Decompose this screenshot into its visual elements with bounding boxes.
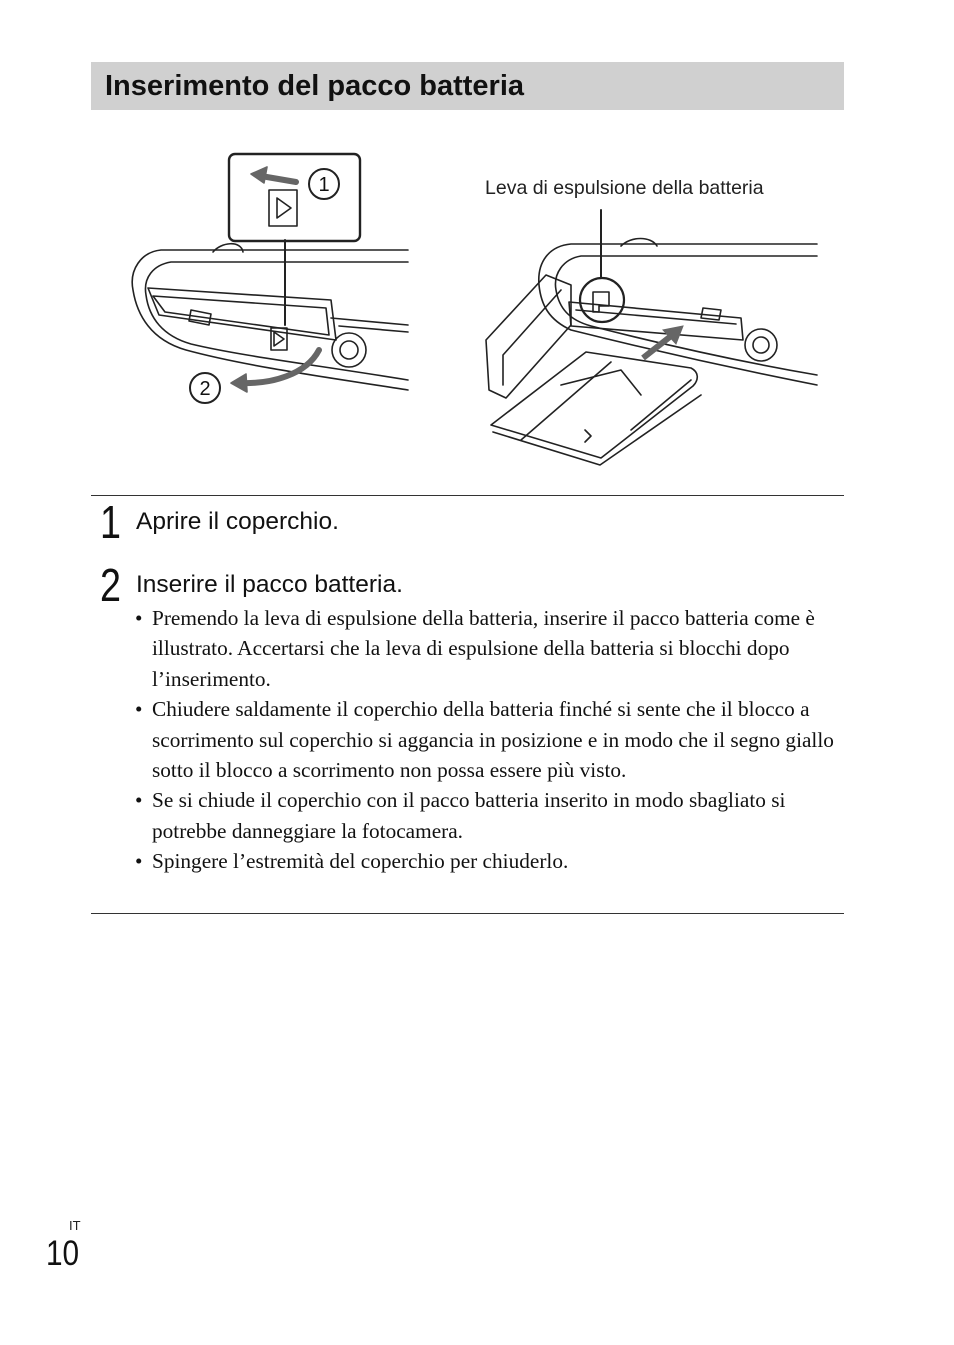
bullet-item: • Spingere l’estremità del coperchio per chiuderlo. [135, 849, 569, 874]
section-top-rule [91, 495, 844, 496]
step-1-number: 1 [100, 496, 121, 548]
step-2-bullet-list [135, 603, 847, 877]
step-2-number: 2 [100, 559, 121, 611]
step-2-title: Inserire il pacco batteria. [136, 571, 403, 598]
bullet-item: • Premendo la leva di espulsione della batteria, inserire il pacco batteria come è illustrato. Accertarsi che la leva di espulsione della batteria si blocchi dopo l’inserimento. [135, 606, 815, 691]
bullet-text: Chiudere saldamente il coperchio della batteria finché si sente che il blocco a scorrimento sul coperchio si aggancia in posizione e in modo che il segno giallo sotto il blocco a scorrimento non possa essere più visto. [152, 697, 834, 783]
page-number: 10 [46, 1234, 80, 1273]
section-header [91, 62, 844, 110]
bullet-text: Premendo la leva di espulsione della batteria, inserire il pacco batteria come è illustrato. Accertarsi che la leva di espulsione della batteria si blocchi dopo l’inserimento. [152, 606, 815, 691]
step-1-title: Aprire il coperchio. [136, 508, 339, 535]
step-marker-1: 1 [318, 174, 330, 196]
battery-lever-callout: Leva di espulsione della batteria [485, 177, 764, 199]
step-marker-2: 2 [199, 378, 211, 400]
bullet-item: • Se si chiude il coperchio con il pacco batteria inserito in modo sbagliato si potrebbe danneggiare la fotocamera. [135, 788, 786, 843]
bullet-item: • Chiudere saldamente il coperchio della batteria finché si sente che il blocco a scorrimento sul coperchio si aggancia in posizione e in modo che il segno giallo sotto il blocco a scorrimento non possa essere più visto. [135, 697, 834, 783]
battery-illustration [91, 140, 844, 480]
page-title: Inserimento del pacco batteria [105, 70, 525, 102]
bullet-text: Se si chiude il coperchio con il pacco batteria inserito in modo sbagliato si potrebbe danneggiare la fotocamera. [152, 788, 786, 843]
language-code: IT [69, 1218, 81, 1233]
section-bottom-rule [91, 913, 844, 914]
bullet-text: Spingere l’estremità del coperchio per chiuderlo. [152, 849, 569, 874]
